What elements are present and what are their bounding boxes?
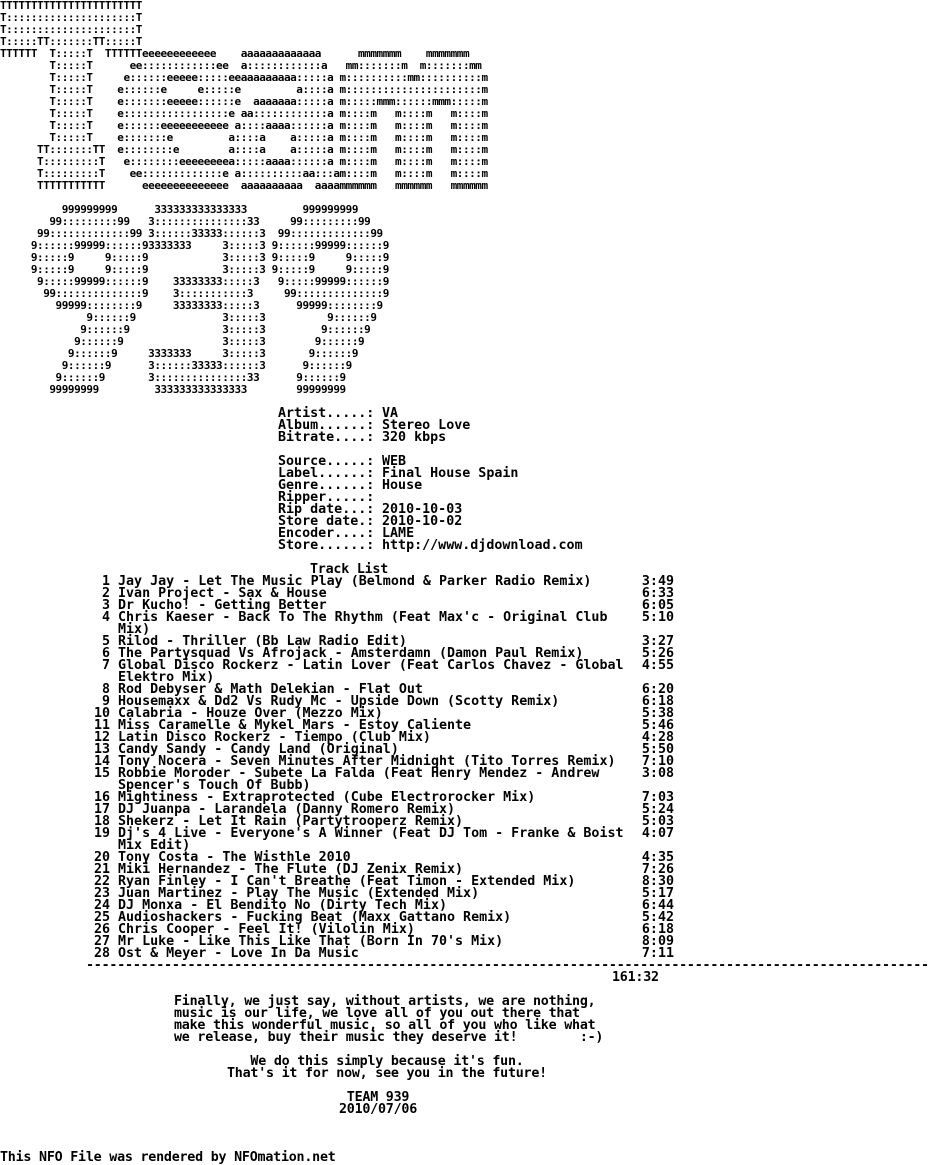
track-duration: 3:27 [641,634,674,649]
tracklist [86,576,676,960]
info-value: 320 kbps [382,430,447,445]
info-key: Store......: [278,538,383,553]
track-number: 19 [93,826,110,841]
track-title: Chris Kaeser - Back To The Rhythm (Feat Max'c - Original Club Mix) [118,610,608,637]
team-name: TEAM 939 [346,1090,410,1105]
track-number: 10 [93,706,110,721]
team-signature [0,1092,756,1116]
track-number: 3 [101,598,110,613]
info-key: Store date.: [278,514,383,529]
info-key: Genre......: [278,478,383,493]
track-row [86,612,676,636]
track-title: DJ Juanpa - Larandela (Danny Romero Remix) [118,802,456,817]
info-value[interactable]: http://www.djdownload.com [382,538,583,553]
track-duration: 6:05 [641,598,674,613]
info-value: WEB [382,454,407,469]
info-value: LAME [382,526,415,541]
track-duration: 7:10 [641,754,674,769]
track-title: Mr Luke - Like This Like That (Born In 70's Mix) [118,934,504,949]
tracklist-title: Track List [310,562,389,577]
track-title: Mightiness - Extraprotected (Cube Electrorocker Mix) [118,790,536,805]
info-key: Encoder....: [278,526,383,541]
track-title: Shekerz - Let It Rain (Partytrooperz Remix) [118,814,464,829]
track-number: 17 [93,802,110,817]
track-duration: 5:24 [641,802,674,817]
team-date: 2010/07/06 [338,1102,418,1117]
info-key: Rip date...: [278,502,383,517]
track-title: Tony Costa - The Wisthle 2010 [118,850,351,865]
track-title: Calabria - Houze Over (Mezzo Mix) [118,706,383,721]
render-footer: This NFO File was rendered by NFOmation.net [0,1150,336,1165]
track-duration: 4:07 [641,826,674,841]
track-number: 1 [101,574,110,589]
track-duration: 6:33 [641,586,674,601]
track-title: Jay Jay - Let The Music Play (Belmond & Parker Radio Remix) [118,574,592,589]
info-value: 2010-10-03 [382,502,463,517]
track-duration: 3:49 [641,574,674,589]
info-key: Source.....: [278,454,383,469]
track-title: Rilod - Thriller (Bb Law Radio Edit) [118,634,407,649]
track-title: Dr Kucho! - Getting Better [118,598,327,613]
track-duration: 3:08 [641,766,674,781]
info-row [278,432,583,444]
track-number: 26 [93,922,110,937]
track-duration: 7:03 [641,790,674,805]
track-number: 20 [93,850,110,865]
track-title: Audioshackers - Fucking Beat (Maxx Gattano Remix) [118,910,512,925]
track-number: 13 [93,742,110,757]
track-number: 12 [93,730,110,745]
track-title: Ivan Project - Sax & House [118,586,327,601]
closing-message: Finally, we just say, without artists, we are nothing, music is our life, we love all of you out there that make this wonderful music, so all of you who like what we release, buy their music they deserve it! :-) [174,994,604,1045]
track-number: 23 [93,886,110,901]
track-number: 14 [93,754,110,769]
total-time: 161:32 [612,970,659,985]
track-title: Miki Hernandez - The Flute (DJ Zenix Remix) [118,862,464,877]
track-number: 16 [93,790,110,805]
track-duration: 6:20 [641,682,674,697]
track-number: 2 [101,586,110,601]
info-value: Final House Spain [382,466,519,481]
track-title: Latin Disco Rockerz - Tiempo (Club Mix) [118,730,431,745]
track-number: 4 [101,610,110,625]
info-row [278,540,583,552]
info-value: VA [382,406,399,421]
track-title: Ryan Finley - I Can't Breathe (Feat Timon - Extended Mix) [118,874,576,889]
track-duration: 4:55 [641,658,674,673]
info-key: Ripper.....: [278,490,383,505]
track-title: Robbie Moroder - Subete La Falda (Feat Henry Mendez - Andrew Spencer's Touch Of Bubb) [118,766,600,793]
release-info [278,408,583,552]
track-row [86,768,676,792]
track-duration: 5:10 [641,610,674,625]
ascii-art-logo: TTTTTTTTTTTTTTTTTTTTTTT T:::::::::::::::::::::T T:::::::::::::::::::::T T:::::TT:::::::TT:::::T TTTTTT T:::::T TTTTTTeeeeeeeeeeee aaaaaaaaaaaaa mmmmmmm mmmmmmm T:::::T ee::::::::::::ee a::::::::::::a mm:::::::m m:::::::mm T:::::T e::::::eeeee:::::eeaaaaaaaaa:::::a m::::::::::mm::::::::::m T:::::T e::::::e e:::::e a::::a m::::::::::::::::::::::m T:::::T e:::::::eeeee::::::e aaaaaaa:::::a m:::::mmm::::::mmm:::::m T:::::T e:::::::::::::::::e aa::::::::::::a m::::m m::::m m::::m T:::::T e::::::eeeeeeeeeee a::::aaaa::::::a m::::m m::::m m::::m T:::::T e:::::::e a::::a a:::::a m::::m m::::m m::::m TT:::::::TT e::::::::e a::::a a:::::a m::::m m::::m m::::m T:::::::::T e::::::::eeeeeeeea:::::aaaa::::::a m::::m m::::m m::::m T:::::::::T ee:::::::::::::e a::::::::::aa:::am::::m m::::m m::::m TTTTTTTTTTT eeeeeeeeeeeeee aaaaaaaaaa aaaammmmmm mmmmmm mmmmmm [0,0,488,192]
info-value: Stereo Love [382,418,471,433]
track-duration: 5:42 [641,910,674,925]
track-number: 7 [101,658,110,673]
track-title: Dj's 4 Live - Everyone's A Winner (Feat DJ Tom - Franke & Boist Mix Edit) [118,826,624,853]
track-title: Ost & Meyer - Love In Da Music [118,946,359,961]
track-duration: 6:44 [641,898,674,913]
divider: ------------------------------------------------------------------------------------------------------------ [86,958,929,973]
track-row [86,660,676,684]
ascii-art-number: 999999999 333333333333333 999999999 99:::::::::99 3:::::::::::::::33 99:::::::::99 99:::::::::::::99 3::::::33333::::::3 99:::::::::::::99 9::::::99999::::::93333333 3:::::3 9::::::99999::::::9 9:::::9 9:::::9 3:::::3 9:::::9 9:::::9 9:::::9 9:::::9 3:::::3 9:::::9 9:::::9 9:::::99999::::::9 33333333:::::3 9:::::99999::::::9 99::::::::::::::9 3:::::::::::3 99::::::::::::::9 99999::::::::9 33333333:::::3 99999::::::::9 9::::::9 3:::::3 9::::::9 9::::::9 3:::::3 9::::::9 9::::::9 3:::::3 9::::::9 9::::::9 3333333 3:::::3 9::::::9 9::::::9 3::::::33333::::::3 9::::::9 9::::::9 3:::::::::::::::33 9::::::9 99999999 333333333333333 99999999 [30,203,389,396]
info-key: Artist.....: [278,406,383,421]
track-duration: 5:17 [641,886,674,901]
track-number: 21 [93,862,110,877]
track-number: 6 [101,646,110,661]
info-key: Album......: [278,418,383,433]
track-number: 11 [93,718,110,733]
track-title: Chris Cooper - Feel It! (Vilolin Mix) [118,922,415,937]
track-number: 22 [93,874,110,889]
track-number: 5 [101,634,110,649]
info-key: Bitrate....: [278,430,383,445]
track-duration: 8:09 [641,934,674,949]
info-value: 2010-10-02 [382,514,463,529]
track-duration: 6:18 [641,922,674,937]
track-title: Juan Martinez - Play The Music (Extended Mix) [118,886,480,901]
track-title: Housemaxx & Dd2 Vs Rudy Mc - Upside Down (Scotty Remix) [118,694,560,709]
track-number: 24 [93,898,110,913]
track-duration: 5:03 [641,814,674,829]
track-number: 18 [93,814,110,829]
track-number: 28 [93,946,110,961]
track-number: 9 [101,694,110,709]
track-title: Rod Debyser & Math Delekian - Flat Out [118,682,423,697]
track-title: The Partysquad Vs Afrojack - Amsterdamn (Damon Paul Remix) [118,646,584,661]
track-number: 8 [101,682,110,697]
track-number: 25 [93,910,110,925]
track-title: DJ Monxa - El Bendito No (Dirty Tech Mix) [118,898,447,913]
track-duration: 8:30 [641,874,674,889]
track-row [86,828,676,852]
track-duration: 6:18 [641,694,674,709]
track-duration: 5:26 [641,646,674,661]
track-number: 27 [93,934,110,949]
track-title: Global Disco Rockerz - Latin Lover (Feat Carlos Chavez - Global Elektro Mix) [118,658,624,685]
fun-message: We do this simply because it's fun. That's it for now, see you in the future! [227,1054,547,1081]
track-duration: 5:38 [641,706,674,721]
track-title: Tony Nocera - Seven Minutes After Midnight (Tito Torres Remix) [118,754,616,769]
track-number: 15 [93,766,110,781]
info-value: House [382,478,423,493]
track-duration: 7:11 [641,946,674,961]
track-duration: 4:35 [641,850,674,865]
track-duration: 4:28 [641,730,674,745]
track-duration: 7:26 [641,862,674,877]
track-title: Candy Sandy - Candy Land (Original) [118,742,399,757]
info-key: Label......: [278,466,383,481]
track-duration: 5:50 [641,742,674,757]
track-title: Miss Caramelle & Mykel Mars - Estoy Caliente [118,718,472,733]
track-duration: 5:46 [641,718,674,733]
